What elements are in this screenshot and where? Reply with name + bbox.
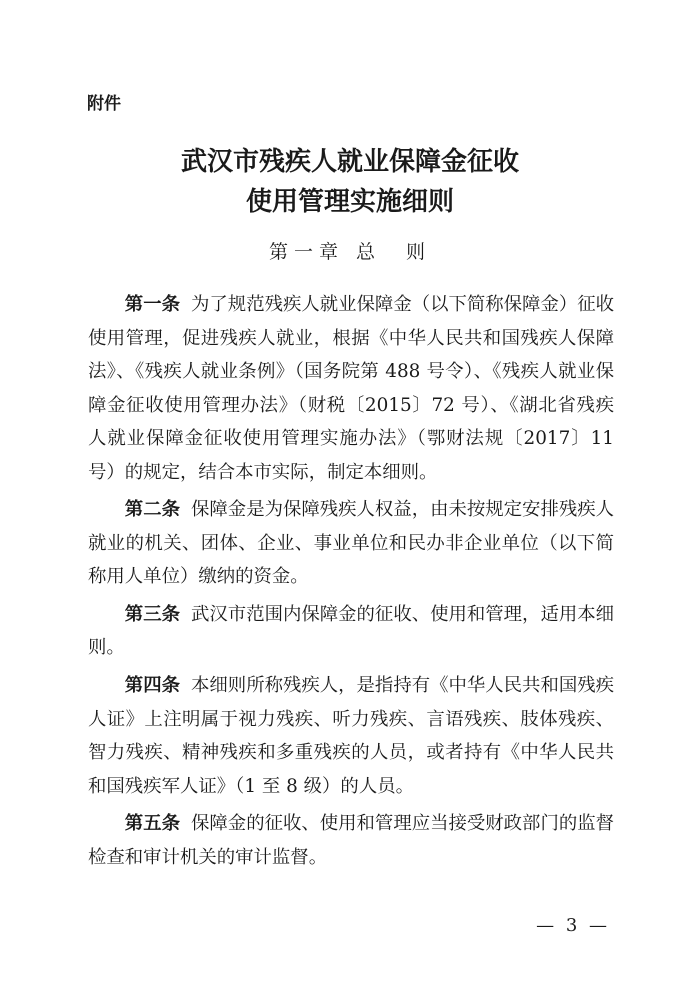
title-line-2: 使用管理实施细则 [245,187,454,217]
document-title [0,142,700,222]
page-number: — 3 — [536,915,610,936]
article-label: 第二条 [124,499,180,521]
article-label: 第一条 [124,294,180,315]
article-label: 第五条 [124,813,180,835]
document-body [88,288,614,878]
attachment-label: 附件 [87,94,121,114]
article-text: 本细则所称残疾人，是指持有《中华人民共和国残疾人证》上注明属于视力残疾、听力残疾、言语残疾、肢体残疾、智力残疾、精神残疾和多重残疾的人员，或者持有《中华人民共和国残疾军人证》（1 至 8 级）的人员。 [88,675,615,797]
article-text: 保障金的征收、使用和管理应当接受财政部门的监督检查和审计机关的审计监督。 [88,813,615,868]
article-paragraph [88,493,614,594]
title-line-1: 武汉市残疾人就业保障金征收 [180,147,519,177]
article-paragraph [88,669,614,803]
article-paragraph [88,288,614,489]
article-label: 第四条 [124,675,180,697]
article-text: 为了规范残疾人就业保障金（以下简称保障金）征收使用管理，促进残疾人就业，根据《中华人民共和国残疾人保障法》、《残疾人就业条例》（国务院第 488 号令）、《残疾人就业保障金征收使用管理办法》（财税〔2015〕72 号）、《湖北省残疾人就业保障金征收使用管理实施办法》（鄂财法规〔2017〕11 号）的规定，结合本市实际，制定本细则。 [88,294,615,483]
article-paragraph [88,807,614,874]
article-text: 武汉市范围内保障金的征收、使用和管理，适用本细则。 [88,603,615,659]
article-paragraph [88,598,614,665]
article-text: 保障金是为保障残疾人权益，由未按规定安排残疾人就业的机关、团体、企业、事业单位和民办非企业单位（以下简称用人单位）缴纳的资金。 [88,499,615,588]
article-label: 第三条 [124,603,180,625]
chapter-heading: 第一章 总 则 [268,241,432,263]
